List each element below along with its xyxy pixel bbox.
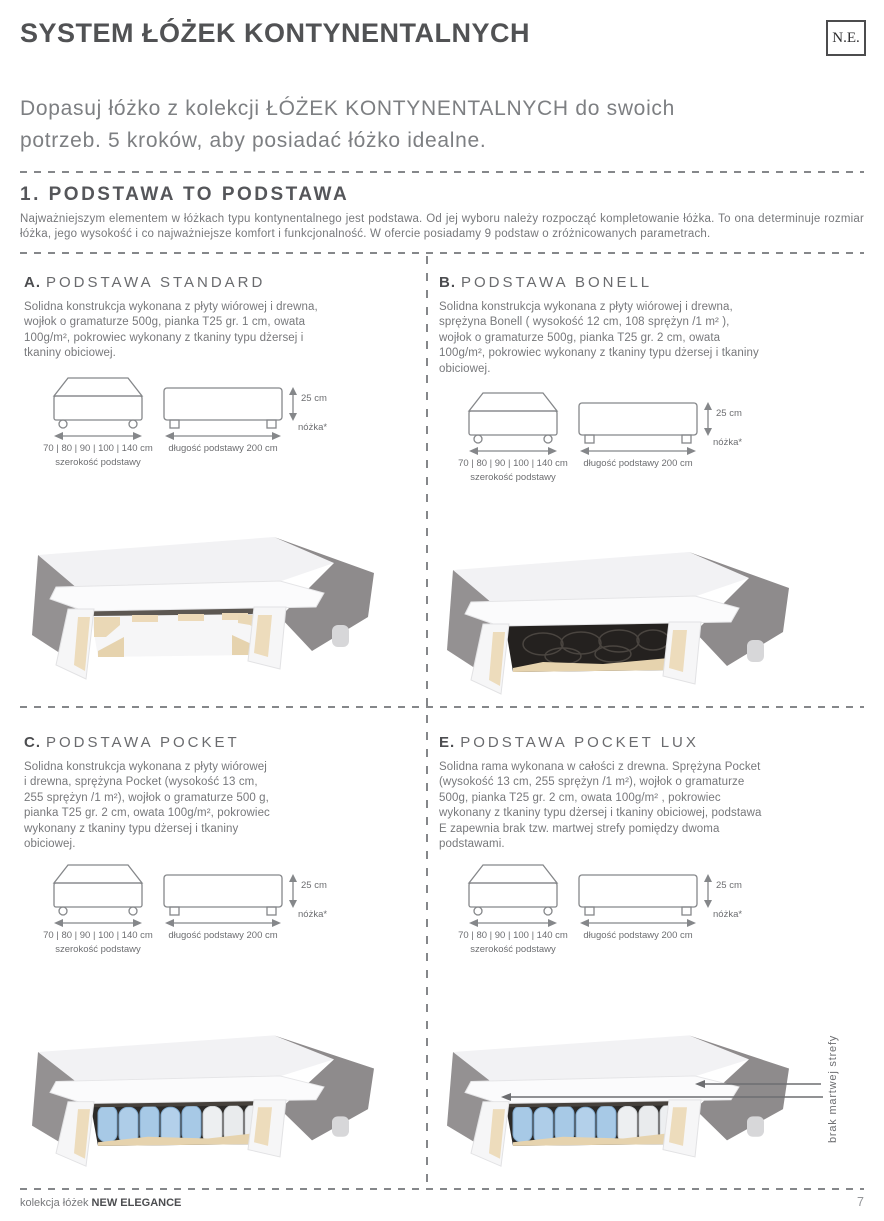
standard-base-cutaway-image — [28, 529, 376, 694]
base-front-view — [54, 865, 142, 883]
section-e-heading — [439, 734, 864, 751]
width-caption: szerokość podstawy — [470, 472, 556, 484]
size-diagram — [24, 374, 404, 474]
width-range-label: 70 | 80 | 90 | 100 | 140 cm — [43, 442, 153, 454]
length-caption: długość podstawy 200 cm — [583, 929, 693, 941]
photo-pocket-base — [28, 1028, 427, 1185]
photo-pocket-lux-base — [443, 1028, 864, 1185]
size-diagram — [24, 861, 404, 961]
section-a-description: Solidna konstrukcja wykonana z płyty wiórowej i drewna, wojłok o gramaturze 500g, pianka T25 gr. 1 cm, owata 100g/m², pokrowiec wykonany z tkaniny typu dżersej i tkaniny obiciowej. — [24, 300, 318, 360]
dead-zone-label: brak martwej strefy — [827, 1034, 839, 1143]
width-caption: szerokość podstawy — [55, 456, 141, 468]
footer-collection-prefix: kolekcja łóżek — [20, 1197, 92, 1209]
width-range-label: 70 | 80 | 90 | 100 | 140 cm — [458, 929, 568, 941]
section-b-diagram — [439, 389, 864, 494]
intro-text: Dopasuj łóżko z kolekcji ŁÓŻEK KONTYNENTALNYCH do swoich potrzeb. 5 kroków, aby posiadać łóżko idealne. — [20, 97, 676, 152]
section-c-diagram — [24, 861, 427, 966]
section-title: PODSTAWA STANDARD — [46, 273, 266, 291]
width-range-label: 70 | 80 | 90 | 100 | 140 cm — [43, 929, 153, 941]
section-c-heading — [24, 734, 427, 751]
photo-standard-base — [28, 529, 427, 699]
base-side-view — [164, 875, 282, 907]
length-caption: długość podstawy 200 cm — [168, 929, 278, 941]
length-caption: długość podstawy 200 cm — [168, 442, 278, 454]
section-title: PODSTAWA POCKET LUX — [460, 733, 699, 751]
section-a-heading — [24, 274, 427, 291]
size-diagram — [439, 861, 819, 961]
section-title: PODSTAWA POCKET — [46, 733, 240, 751]
photo-bonell-base — [443, 544, 864, 714]
section-title: PODSTAWA BONELL — [461, 273, 653, 291]
divider-top — [20, 171, 864, 173]
length-caption: długość podstawy 200 cm — [583, 458, 693, 470]
section-letter: A. — [24, 273, 41, 291]
bonell-base-cutaway-image — [443, 544, 791, 709]
section-c-description: Solidna konstrukcja wykonana z płyty wiórowej i drewna, sprężyna Pocket (wysokość 13 cm, 255 sprężyn /1 m²), wojłok o gramaturze 500 g, pianka T25 gr. 2 cm, owata 100g/m², pokrowiec wykonany z tkaniny typu dżersej i tkaniny obiciowej. — [24, 760, 270, 851]
sections-grid — [20, 254, 864, 1185]
page-number: 7 — [857, 1195, 864, 1209]
width-caption: szerokość podstawy — [470, 943, 556, 955]
page-title: SYSTEM ŁÓŻEK KONTYNENTALNYCH — [20, 18, 531, 48]
section-b — [427, 254, 864, 706]
step-1-description: Najważniejszym elementem w łóżkach typu kontynentalnego jest podstawa. Od jej wyboru należy rozpocząć kompletowanie łóżka. To ona determinuje rozmiar łóżka, jego wysokość i co najważniejsze komfort i funkcjonalność. W ofercie posiadamy 9 podstaw o zróżnicowanych parametrach. — [20, 213, 864, 241]
leg-note: nóżka* — [298, 908, 328, 920]
section-e-description: Solidna rama wykonana w całości z drewna. Sprężyna Pocket (wysokość 13 cm, 255 sprężyn /1 m²), wojłok o gramaturze 500g, pianka T25 gr. 2 cm, owata 100g/m² , pokrowiec wykonany z tkaniny typu dżersej i tkaniny obiciowej, podstawa E zapewnia brak tzw. martwej strefy pomiędzy dwoma podstawami. — [439, 760, 762, 851]
section-a — [20, 254, 427, 706]
height-label: 25 cm — [301, 879, 327, 891]
section-c — [20, 708, 427, 1185]
height-label: 25 cm — [716, 408, 742, 420]
base-front-view — [469, 393, 557, 411]
pocket-base-cutaway-image — [28, 1028, 376, 1180]
base-front-view — [469, 865, 557, 883]
leg-note: nóżka* — [713, 437, 743, 449]
width-range-label: 70 | 80 | 90 | 100 | 140 cm — [458, 458, 568, 470]
section-letter: C. — [24, 733, 41, 751]
section-e — [427, 708, 864, 1185]
height-label: 25 cm — [301, 392, 327, 404]
footer-brand: NEW ELEGANCE — [91, 1197, 182, 1209]
brand-badge: N.E. — [826, 20, 866, 56]
footer-collection — [20, 1197, 181, 1209]
base-front-view — [54, 378, 142, 396]
section-letter: E. — [439, 733, 456, 751]
section-e-diagram — [439, 861, 864, 966]
size-diagram — [439, 389, 819, 489]
page-header — [0, 0, 884, 49]
width-caption: szerokość podstawy — [55, 943, 141, 955]
section-a-diagram — [24, 374, 427, 479]
section-b-description: Solidna konstrukcja wykonana z płyty wiórowej i drewna, sprężyna Bonell ( wysokość 12 cm, 108 sprężyn /1 m² ), wojłok o gramaturze 500g, pianka T25 gr. 2 cm, owata 100g/m², pokrowiec wykonany z tkaniny typu dżersej i tkaniny obiciowej. — [439, 300, 759, 375]
base-side-view — [579, 875, 697, 907]
dead-zone-arrows — [443, 1028, 880, 1180]
section-letter: B. — [439, 273, 456, 291]
leg-note: nóżka* — [298, 421, 328, 433]
leg-note: nóżka* — [713, 908, 743, 920]
step-1-heading: 1. PODSTAWA TO PODSTAWA — [20, 184, 350, 205]
height-label: 25 cm — [716, 879, 742, 891]
page-footer — [20, 1188, 864, 1209]
base-side-view — [579, 403, 697, 435]
base-side-view — [164, 388, 282, 420]
section-b-heading — [439, 274, 864, 291]
